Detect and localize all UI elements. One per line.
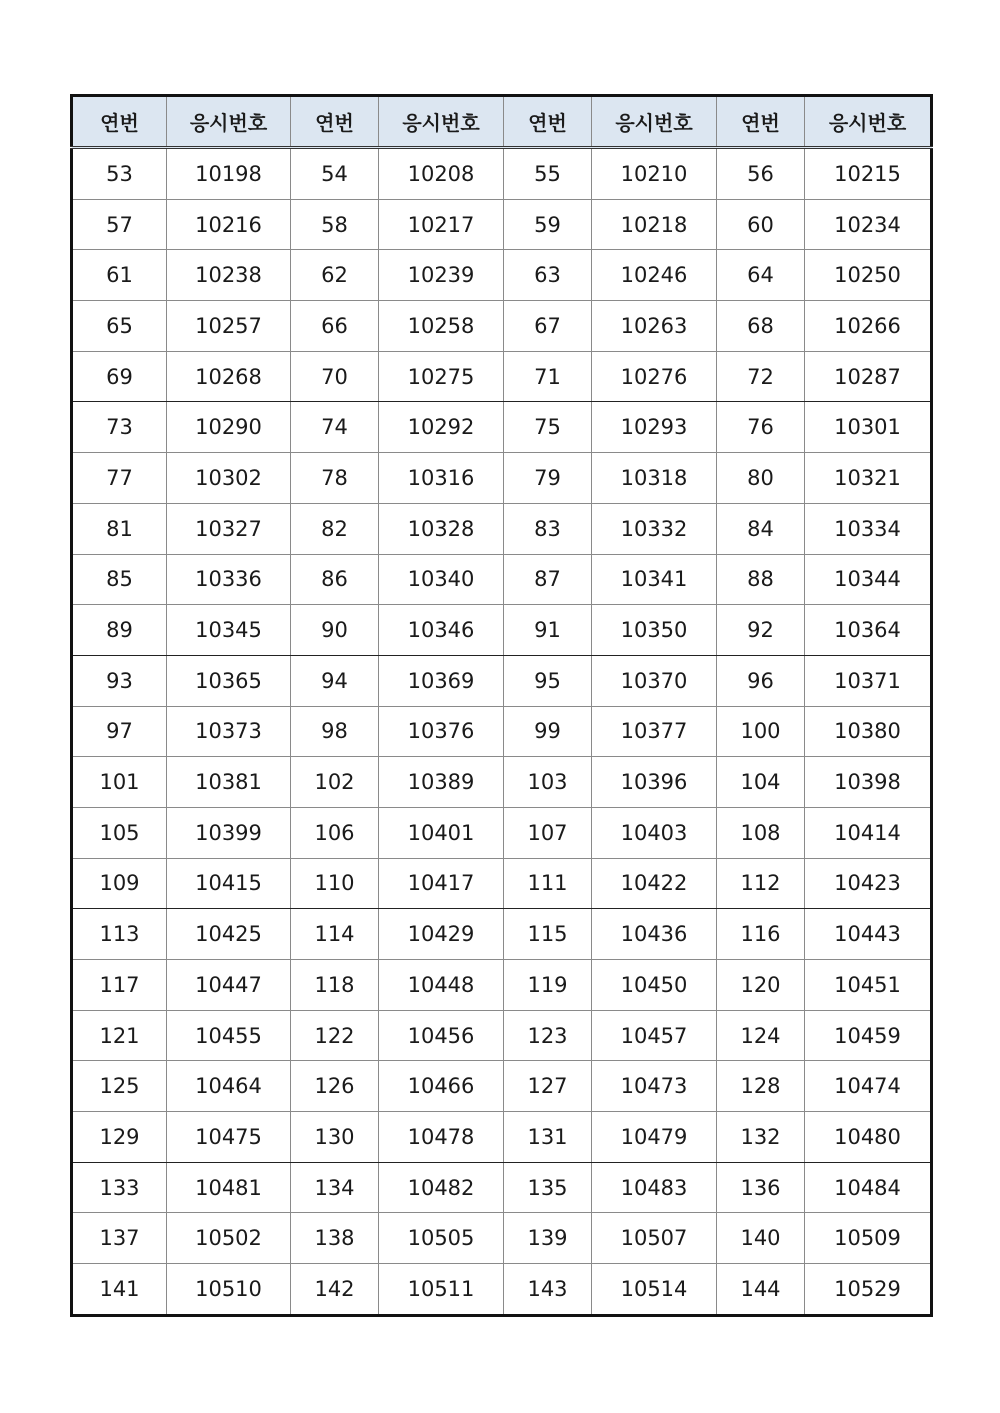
- applicant-number-cell: 10268: [167, 351, 291, 402]
- serial-number-cell: 88: [717, 554, 805, 605]
- serial-number-cell: 75: [504, 402, 592, 453]
- serial-number-cell: 80: [717, 453, 805, 504]
- serial-number-cell: 86: [291, 554, 379, 605]
- applicant-number-cell: 10365: [167, 655, 291, 706]
- serial-number-cell: 119: [504, 960, 592, 1011]
- serial-number-cell: 100: [717, 706, 805, 757]
- serial-number-cell: 135: [504, 1162, 592, 1213]
- serial-number-cell: 74: [291, 402, 379, 453]
- serial-number-cell: 60: [717, 199, 805, 250]
- applicant-number-cell: 10328: [379, 503, 504, 554]
- applicant-number-cell: 10334: [805, 503, 932, 554]
- serial-number-cell: 72: [717, 351, 805, 402]
- applicant-number-cell: 10376: [379, 706, 504, 757]
- table-row: [72, 909, 932, 960]
- applicant-number-cell: 10327: [167, 503, 291, 554]
- applicant-number-cell: 10373: [167, 706, 291, 757]
- serial-number-cell: 58: [291, 199, 379, 250]
- serial-number-cell: 123: [504, 1010, 592, 1061]
- serial-number-cell: 144: [717, 1264, 805, 1316]
- serial-number-cell: 111: [504, 858, 592, 909]
- applicant-number-cell: 10474: [805, 1061, 932, 1112]
- serial-number-cell: 62: [291, 250, 379, 301]
- serial-number-cell: 59: [504, 199, 592, 250]
- applicant-number-cell: 10450: [592, 960, 717, 1011]
- applicant-number-cell: 10479: [592, 1112, 717, 1163]
- serial-number-cell: 69: [72, 351, 167, 402]
- applicant-number-cell: 10332: [592, 503, 717, 554]
- serial-number-cell: 110: [291, 858, 379, 909]
- applicant-number-cell: 10266: [805, 301, 932, 352]
- applicant-number-cell: 10350: [592, 605, 717, 656]
- applicant-number-cell: 10448: [379, 960, 504, 1011]
- applicant-number-cell: 10425: [167, 909, 291, 960]
- applicant-number-cell: 10456: [379, 1010, 504, 1061]
- header-serial-number: 연번: [717, 96, 805, 148]
- header-applicant-number: 응시번호: [167, 96, 291, 148]
- serial-number-cell: 104: [717, 757, 805, 808]
- applicant-number-cell: 10370: [592, 655, 717, 706]
- applicant-number-table: [70, 94, 933, 1317]
- applicant-number-cell: 10473: [592, 1061, 717, 1112]
- applicant-number-cell: 10257: [167, 301, 291, 352]
- applicant-number-cell: 10429: [379, 909, 504, 960]
- applicant-number-cell: 10198: [167, 148, 291, 200]
- applicant-number-cell: 10217: [379, 199, 504, 250]
- table-row: [72, 807, 932, 858]
- table-row: [72, 655, 932, 706]
- applicant-number-cell: 10505: [379, 1213, 504, 1264]
- applicant-number-cell: 10396: [592, 757, 717, 808]
- applicant-number-cell: 10302: [167, 453, 291, 504]
- header-applicant-number: 응시번호: [805, 96, 932, 148]
- serial-number-cell: 122: [291, 1010, 379, 1061]
- applicant-number-cell: 10509: [805, 1213, 932, 1264]
- serial-number-cell: 92: [717, 605, 805, 656]
- applicant-number-cell: 10398: [805, 757, 932, 808]
- serial-number-cell: 130: [291, 1112, 379, 1163]
- serial-number-cell: 113: [72, 909, 167, 960]
- applicant-number-cell: 10215: [805, 148, 932, 200]
- serial-number-cell: 96: [717, 655, 805, 706]
- serial-number-cell: 55: [504, 148, 592, 200]
- serial-number-cell: 63: [504, 250, 592, 301]
- applicant-number-cell: 10369: [379, 655, 504, 706]
- applicant-number-cell: 10415: [167, 858, 291, 909]
- serial-number-cell: 77: [72, 453, 167, 504]
- applicant-number-cell: 10475: [167, 1112, 291, 1163]
- applicant-number-cell: 10263: [592, 301, 717, 352]
- header-applicant-number: 응시번호: [379, 96, 504, 148]
- serial-number-cell: 83: [504, 503, 592, 554]
- table-row: [72, 351, 932, 402]
- applicant-number-cell: 10287: [805, 351, 932, 402]
- applicant-number-cell: 10293: [592, 402, 717, 453]
- serial-number-cell: 97: [72, 706, 167, 757]
- serial-number-cell: 141: [72, 1264, 167, 1316]
- applicant-number-cell: 10457: [592, 1010, 717, 1061]
- serial-number-cell: 67: [504, 301, 592, 352]
- applicant-number-cell: 10436: [592, 909, 717, 960]
- applicant-number-cell: 10290: [167, 402, 291, 453]
- applicant-number-cell: 10482: [379, 1162, 504, 1213]
- table-row: [72, 960, 932, 1011]
- serial-number-cell: 87: [504, 554, 592, 605]
- applicant-number-cell: 10341: [592, 554, 717, 605]
- table-row: [72, 1162, 932, 1213]
- applicant-number-cell: 10250: [805, 250, 932, 301]
- serial-number-cell: 114: [291, 909, 379, 960]
- table-row: [72, 199, 932, 250]
- applicant-number-cell: 10459: [805, 1010, 932, 1061]
- applicant-number-cell: 10403: [592, 807, 717, 858]
- table-row: [72, 858, 932, 909]
- table-row: [72, 1061, 932, 1112]
- serial-number-cell: 64: [717, 250, 805, 301]
- serial-number-cell: 82: [291, 503, 379, 554]
- applicant-number-cell: 10381: [167, 757, 291, 808]
- applicant-number-cell: 10455: [167, 1010, 291, 1061]
- applicant-number-cell: 10318: [592, 453, 717, 504]
- serial-number-cell: 118: [291, 960, 379, 1011]
- applicant-number-cell: 10451: [805, 960, 932, 1011]
- header-serial-number: 연번: [72, 96, 167, 148]
- applicant-number-cell: 10380: [805, 706, 932, 757]
- applicant-number-cell: 10478: [379, 1112, 504, 1163]
- serial-number-cell: 61: [72, 250, 167, 301]
- serial-number-cell: 101: [72, 757, 167, 808]
- table-row: [72, 1010, 932, 1061]
- serial-number-cell: 128: [717, 1061, 805, 1112]
- applicant-number-cell: 10345: [167, 605, 291, 656]
- table-row: [72, 1213, 932, 1264]
- serial-number-cell: 133: [72, 1162, 167, 1213]
- applicant-number-cell: 10466: [379, 1061, 504, 1112]
- applicant-number-cell: 10389: [379, 757, 504, 808]
- applicant-number-cell: 10423: [805, 858, 932, 909]
- serial-number-cell: 131: [504, 1112, 592, 1163]
- serial-number-cell: 121: [72, 1010, 167, 1061]
- serial-number-cell: 54: [291, 148, 379, 200]
- applicant-number-cell: 10483: [592, 1162, 717, 1213]
- serial-number-cell: 142: [291, 1264, 379, 1316]
- serial-number-cell: 136: [717, 1162, 805, 1213]
- applicant-number-cell: 10258: [379, 301, 504, 352]
- applicant-number-cell: 10340: [379, 554, 504, 605]
- serial-number-cell: 84: [717, 503, 805, 554]
- table-body: [72, 148, 932, 1316]
- serial-number-cell: 85: [72, 554, 167, 605]
- applicant-number-cell: 10484: [805, 1162, 932, 1213]
- applicant-number-cell: 10507: [592, 1213, 717, 1264]
- applicant-number-cell: 10216: [167, 199, 291, 250]
- applicant-number-cell: 10276: [592, 351, 717, 402]
- serial-number-cell: 93: [72, 655, 167, 706]
- applicant-number-cell: 10399: [167, 807, 291, 858]
- serial-number-cell: 117: [72, 960, 167, 1011]
- serial-number-cell: 105: [72, 807, 167, 858]
- applicant-number-cell: 10336: [167, 554, 291, 605]
- applicant-number-cell: 10321: [805, 453, 932, 504]
- applicant-number-cell: 10502: [167, 1213, 291, 1264]
- serial-number-cell: 53: [72, 148, 167, 200]
- applicant-number-cell: 10208: [379, 148, 504, 200]
- table-row: [72, 250, 932, 301]
- applicant-number-cell: 10238: [167, 250, 291, 301]
- applicant-number-cell: 10422: [592, 858, 717, 909]
- applicant-number-cell: 10443: [805, 909, 932, 960]
- serial-number-cell: 73: [72, 402, 167, 453]
- serial-number-cell: 78: [291, 453, 379, 504]
- applicant-number-cell: 10401: [379, 807, 504, 858]
- serial-number-cell: 126: [291, 1061, 379, 1112]
- applicant-number-cell: 10377: [592, 706, 717, 757]
- table-row: [72, 301, 932, 352]
- serial-number-cell: 57: [72, 199, 167, 250]
- table-row: [72, 1264, 932, 1316]
- serial-number-cell: 124: [717, 1010, 805, 1061]
- serial-number-cell: 115: [504, 909, 592, 960]
- table-row: [72, 503, 932, 554]
- serial-number-cell: 139: [504, 1213, 592, 1264]
- table-row: [72, 757, 932, 808]
- serial-number-cell: 129: [72, 1112, 167, 1163]
- serial-number-cell: 134: [291, 1162, 379, 1213]
- serial-number-cell: 98: [291, 706, 379, 757]
- serial-number-cell: 140: [717, 1213, 805, 1264]
- applicant-number-cell: 10510: [167, 1264, 291, 1316]
- applicant-number-cell: 10246: [592, 250, 717, 301]
- serial-number-cell: 68: [717, 301, 805, 352]
- applicant-number-cell: 10344: [805, 554, 932, 605]
- serial-number-cell: 143: [504, 1264, 592, 1316]
- serial-number-cell: 137: [72, 1213, 167, 1264]
- table-header-row: [72, 96, 932, 148]
- serial-number-cell: 81: [72, 503, 167, 554]
- applicant-number-cell: 10464: [167, 1061, 291, 1112]
- table-row: [72, 605, 932, 656]
- serial-number-cell: 102: [291, 757, 379, 808]
- serial-number-cell: 71: [504, 351, 592, 402]
- applicant-number-cell: 10292: [379, 402, 504, 453]
- serial-number-cell: 108: [717, 807, 805, 858]
- serial-number-cell: 106: [291, 807, 379, 858]
- applicant-number-cell: 10301: [805, 402, 932, 453]
- applicant-number-cell: 10234: [805, 199, 932, 250]
- serial-number-cell: 116: [717, 909, 805, 960]
- table-row: [72, 453, 932, 504]
- serial-number-cell: 125: [72, 1061, 167, 1112]
- applicant-number-cell: 10511: [379, 1264, 504, 1316]
- header-serial-number: 연번: [291, 96, 379, 148]
- serial-number-cell: 94: [291, 655, 379, 706]
- serial-number-cell: 99: [504, 706, 592, 757]
- serial-number-cell: 112: [717, 858, 805, 909]
- serial-number-cell: 90: [291, 605, 379, 656]
- serial-number-cell: 91: [504, 605, 592, 656]
- serial-number-cell: 66: [291, 301, 379, 352]
- table-row: [72, 1112, 932, 1163]
- serial-number-cell: 138: [291, 1213, 379, 1264]
- header-applicant-number: 응시번호: [592, 96, 717, 148]
- serial-number-cell: 76: [717, 402, 805, 453]
- applicant-number-cell: 10316: [379, 453, 504, 504]
- serial-number-cell: 103: [504, 757, 592, 808]
- applicant-number-cell: 10417: [379, 858, 504, 909]
- applicant-number-cell: 10239: [379, 250, 504, 301]
- serial-number-cell: 132: [717, 1112, 805, 1163]
- table-row: [72, 402, 932, 453]
- serial-number-cell: 70: [291, 351, 379, 402]
- applicant-number-cell: 10218: [592, 199, 717, 250]
- serial-number-cell: 95: [504, 655, 592, 706]
- applicant-number-cell: 10529: [805, 1264, 932, 1316]
- serial-number-cell: 79: [504, 453, 592, 504]
- serial-number-cell: 109: [72, 858, 167, 909]
- applicant-number-cell: 10346: [379, 605, 504, 656]
- applicant-number-cell: 10275: [379, 351, 504, 402]
- serial-number-cell: 120: [717, 960, 805, 1011]
- applicant-number-cell: 10447: [167, 960, 291, 1011]
- serial-number-cell: 107: [504, 807, 592, 858]
- applicant-number-cell: 10514: [592, 1264, 717, 1316]
- applicant-number-cell: 10481: [167, 1162, 291, 1213]
- applicant-number-cell: 10364: [805, 605, 932, 656]
- applicant-number-cell: 10480: [805, 1112, 932, 1163]
- header-serial-number: 연번: [504, 96, 592, 148]
- serial-number-cell: 127: [504, 1061, 592, 1112]
- table-row: [72, 554, 932, 605]
- applicant-number-cell: 10414: [805, 807, 932, 858]
- applicant-number-cell: 10371: [805, 655, 932, 706]
- serial-number-cell: 65: [72, 301, 167, 352]
- applicant-number-cell: 10210: [592, 148, 717, 200]
- table-row: [72, 706, 932, 757]
- serial-number-cell: 56: [717, 148, 805, 200]
- table-row: [72, 148, 932, 200]
- serial-number-cell: 89: [72, 605, 167, 656]
